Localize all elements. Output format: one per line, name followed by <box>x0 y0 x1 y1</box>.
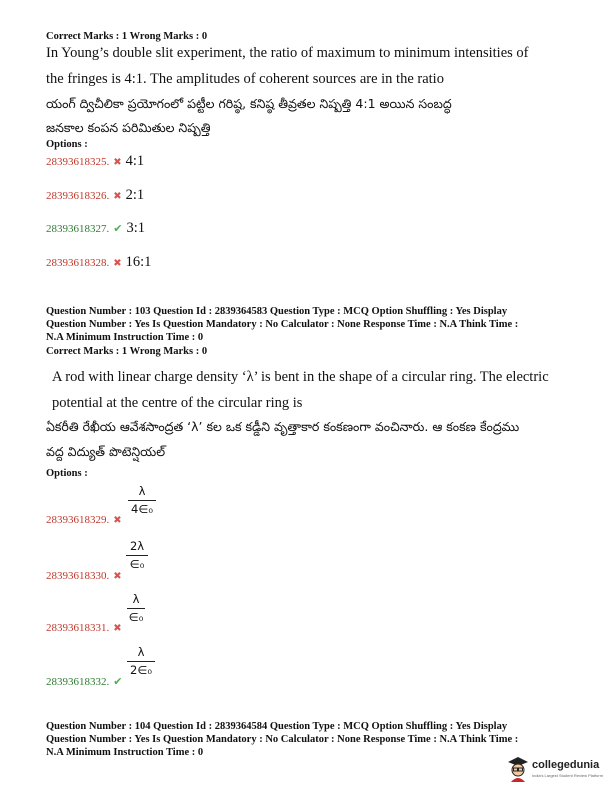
q102-options-label: Options : <box>46 139 88 150</box>
q102-text-en-line2: the fringes is 4:1. The amplitudes of coherent sources are in the ratio <box>46 71 444 87</box>
q102-option-3[interactable] <box>46 219 145 237</box>
wrong-cross-icon: ✖ <box>113 258 122 269</box>
q103-option-4-fraction <box>127 645 155 677</box>
q103-options-label: Options : <box>46 468 88 479</box>
q102-option-1[interactable] <box>46 152 144 170</box>
q104-meta-line1: Question Number : 104 Question Id : 2839364584 Question Type : MCQ Option Shuffling : Yes Display <box>46 721 508 732</box>
q102-text-en-line1: In Young’s double slit experiment, the ratio of maximum to minimum intensities of <box>46 45 529 61</box>
q102-option-4[interactable] <box>46 253 151 271</box>
option-id: 28393618329. <box>46 514 110 526</box>
option-id: 28393618327. <box>46 223 110 235</box>
option-id: 28393618326. <box>46 190 110 202</box>
q103-meta-line2: Question Number : Yes Is Question Mandatory : No Calculator : None Response Time : N.A Think Time : <box>46 319 519 330</box>
option-text: 16:1 <box>125 254 152 270</box>
q102-option-2[interactable] <box>46 186 144 204</box>
fraction-numerator: λ <box>132 592 140 606</box>
q103-option-3[interactable] <box>46 618 122 636</box>
fraction-denominator: ∈₀ <box>129 557 145 571</box>
q103-meta-line1: Question Number : 103 Question Id : 2839364583 Question Type : MCQ Option Shuffling : Yes Display <box>46 306 508 317</box>
q102-text-te-line2: జనకాల కంపన పరిమితుల నిష్పత్తి <box>46 120 211 135</box>
wrong-cross-icon: ✖ <box>113 623 122 634</box>
q103-option-3-fraction <box>127 592 145 624</box>
q103-text-en-line2: potential at the centre of the circular ring is <box>52 395 303 411</box>
correct-check-icon: ✔ <box>113 222 123 235</box>
fraction-numerator: λ <box>138 484 146 498</box>
fraction-denominator: 4∈₀ <box>131 502 153 516</box>
wrong-cross-icon: ✖ <box>113 157 122 168</box>
q104-meta-line3: N.A Minimum Instruction Time : 0 <box>46 747 204 758</box>
option-id: 28393618328. <box>46 257 110 269</box>
q104-meta-line2: Question Number : Yes Is Question Mandatory : No Calculator : None Response Time : N.A Think Time : <box>46 734 519 745</box>
wrong-cross-icon: ✖ <box>113 191 122 202</box>
option-id: 28393618330. <box>46 570 110 582</box>
q103-text-te-line1: ఏకరీతి రేఖీయ ఆవేశసాంద్రత ‘λ’ కల ఒక కడ్డీని వృత్తాకార కంకణంగా వంచినారు. ఆ కంకణ కేంద్రము <box>46 419 520 434</box>
logo-tagline: India's Largest Student Review Platform <box>532 773 604 778</box>
fraction-numerator: 2λ <box>129 539 145 553</box>
q103-text-te-line2: వద్ద విద్యుత్ పొటెన్షియల్ <box>46 444 166 459</box>
correct-check-icon: ✔ <box>113 675 123 688</box>
q103-marks: Correct Marks : 1 Wrong Marks : 0 <box>46 346 208 357</box>
fraction-denominator: 2∈₀ <box>130 663 152 677</box>
q103-meta-line3: N.A Minimum Instruction Time : 0 <box>46 332 204 343</box>
fraction-denominator: ∈₀ <box>128 610 144 624</box>
wrong-cross-icon: ✖ <box>113 571 122 582</box>
option-id: 28393618331. <box>46 622 110 634</box>
option-text: 2:1 <box>125 187 145 203</box>
logo-name: collegedunia <box>532 759 600 771</box>
option-text: 3:1 <box>126 220 145 236</box>
q103-option-4[interactable] <box>46 672 122 690</box>
option-text: 4:1 <box>125 153 145 169</box>
fraction-numerator: λ <box>137 645 145 659</box>
q103-option-1[interactable] <box>46 510 122 528</box>
option-id: 28393618325. <box>46 156 110 168</box>
graduate-mascot-icon <box>506 755 530 783</box>
q103-option-2[interactable] <box>46 566 122 584</box>
q102-text-te-line1: యంగ్ ద్విచీలికా ప్రయోగంలో పట్టీల గరిష్ఠ, కనిష్ఠ తీవ్రతల నిష్పత్తి 4:1 అయిన సంబద్ధ <box>46 96 452 111</box>
q103-text-en-line1: A rod with linear charge density ‘λ’ is bent in the shape of a circular ring. The electric <box>52 369 549 385</box>
q103-option-2-fraction <box>126 539 148 571</box>
q102-marks: Correct Marks : 1 Wrong Marks : 0 <box>46 31 208 42</box>
q103-option-1-fraction <box>128 484 156 516</box>
collegedunia-logo[interactable] <box>506 755 606 785</box>
option-id: 28393618332. <box>46 676 110 688</box>
wrong-cross-icon: ✖ <box>113 515 122 526</box>
